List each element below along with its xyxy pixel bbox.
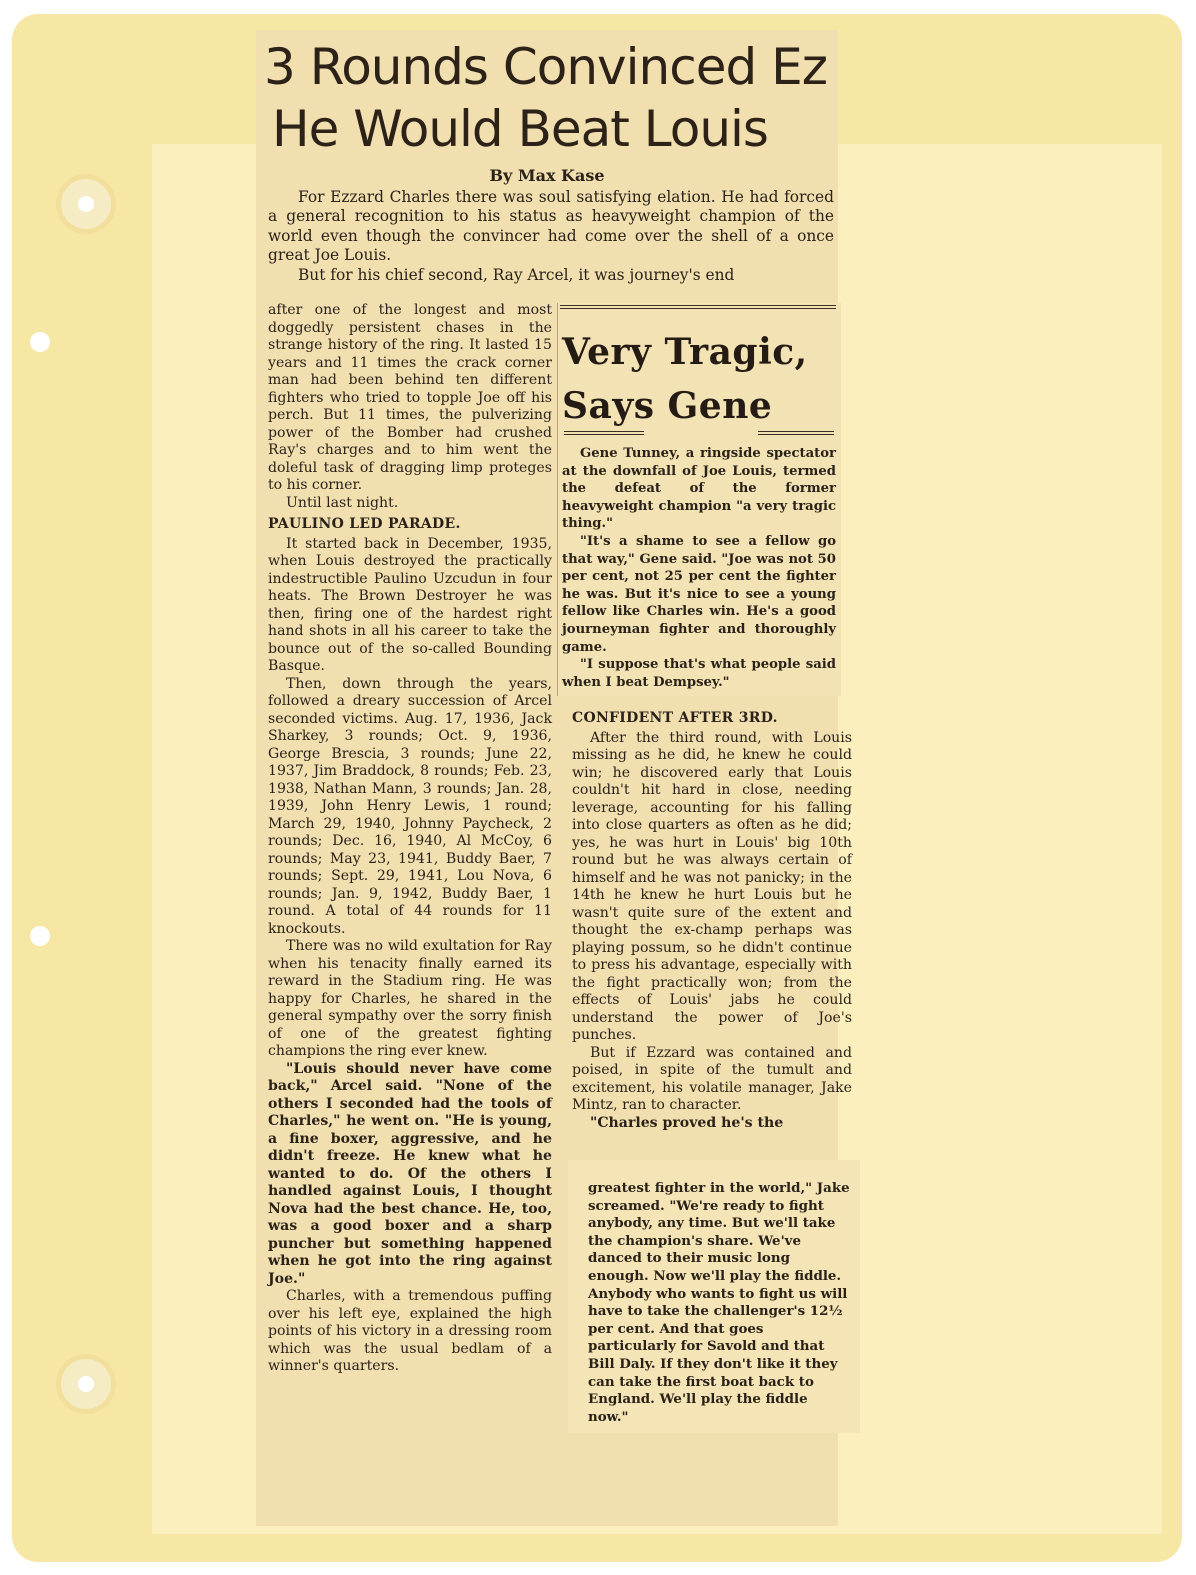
sidebar-clipping — [557, 303, 841, 696]
sidebar-text — [562, 445, 836, 691]
lead-paragraphs — [268, 188, 834, 285]
subhead-paulino: PAULINO LED PARADE. — [268, 516, 461, 532]
right-paragraph-2: But if Ezzard was contained and poised, in spite of the tumult and excitement, his volatile manager, Jake Mintz, ran to character. — [572, 1044, 852, 1113]
left-paragraph-6-quote: "Louis should never have come back," Arcel said. "None of the others I seconded had the tools of Charles," he went on. "He is young, a fine boxer, aggressive, and he didn't freeze. He knew what he wanted to do. Of the others I handled against Louis, I thought Nova had the best chance. He, too, was a good boxer and a sharp puncher but something happened when he got into the ring against Joe." — [268, 1060, 552, 1287]
left-paragraph-4: Then, down through the years, followed a dreary succession of Arcel seconded victims. Aug. 17, 1936, Jack Sharkey, 3 rounds; Oct. 9, 1936, George Brescia, 3 rounds; June 22, 1937, Jim Braddock, 8 rounds; Feb. 23, 1938, Nathan Mann, 3 rounds; Jan. 28, 1939, John Henry Lewis, 1 round; March 29, 1940, Johnny Paycheck, 2 rounds; Dec. 16, 1940, Al McCoy, 6 rounds; May 23, 1941, Buddy Baer, 7 rounds; Sept. 29, 1941, Lou Nova, 6 rounds; Jan. 9, 1942, Buddy Baer, 1 round. A total of 44 rounds for 11 knockouts. — [268, 675, 552, 937]
sidebar-paragraph-1: Gene Tunney, a ringside spectator at the downfall of Joe Louis, termed the defeat of the former heavyweight champion "a very tragic thing." — [562, 446, 836, 532]
continuation-text — [588, 1180, 852, 1426]
right-column — [572, 706, 852, 1132]
left-paragraph-7: Charles, with a tremendous puffing over his left eye, explained the high points of his victory in a dressing room which was the usual bedlam of a winner's quarters. — [268, 1288, 552, 1374]
sidebar-rule-left — [564, 431, 644, 435]
lead-paragraph-2: But for his chief second, Ray Arcel, it was journey's end — [298, 265, 735, 284]
byline: By Max Kase — [489, 166, 605, 185]
right-paragraph-3: "Charles proved he's the — [590, 1114, 784, 1131]
left-column — [268, 302, 552, 1376]
binder-hole-top — [56, 174, 116, 234]
sidebar-top-rule — [560, 305, 836, 309]
continuation-clipping — [568, 1160, 860, 1433]
binder-hole-small-1 — [30, 332, 50, 352]
headline-line-1: 3 Rounds Convinced Ez — [264, 38, 827, 96]
sidebar-title: Very Tragic, Says Gene — [562, 331, 808, 427]
left-paragraph-1: after one of the longest and most doggedly persistent chases in the strange history of the ring. It lasted 15 years and 11 times the crack corner man had been behind ten different fighters who tried to topple Joe off his perch. But 11 times, the pulverizing power of the Bomber had crushed Ray's charges and to him went the doleful task of dragging limp proteges to his corner. — [268, 302, 552, 493]
headline-line-2: He Would Beat Louis — [272, 100, 768, 158]
subhead-confident: CONFIDENT AFTER 3RD. — [572, 710, 778, 726]
continuation-paragraph: greatest fighter in the world," Jake screamed. "We're ready to fight anybody, any time. But we'll take the champion's share. We've danced to their music long enough. Now we'll play the fiddle. Anybody who wants to fight us will have to take the challenger's 12½ per cent. And that goes particularly for Savold and that Bill Daly. If they don't like it they can take the first boat back to England. We'll play the fiddle now." — [588, 1180, 850, 1425]
left-paragraph-2: Until last night. — [286, 494, 399, 511]
binder-hole-bottom — [56, 1354, 116, 1414]
left-paragraph-5: There was no wild exultation for Ray when his tenacity finally earned its reward in the Stadium ring. He was happy for Charles, he shared in the general sympathy over the sorry finish of one of the greatest fighting champions the ring ever knew. — [268, 938, 552, 1059]
left-paragraph-3: It started back in December, 1935, when Louis destroyed the practically indestructible Paulino Uzcudun in four heats. The Brown Destroyer he was then, firing one of the hardest right hand shots in all his career to take the bounce out of the so-called Bounding Basque. — [268, 535, 552, 674]
sidebar-rule-right — [758, 431, 834, 435]
right-paragraph-1: After the third round, with Louis missing as he did, he knew he could win; he discovered early that Louis couldn't hit hard in close, needing leverage, accounting for his falling into close quarters as often as he did; yes, he was hurt in Louis' big 10th round but he was always certain of himself and he was not panicky; in the 14th he knew he hurt Louis but he wasn't quite sure of the extent and thought the ex-champ perhaps was playing possum, so he didn't continue to press his advantage, especially with the fight practically won; from the effects of Louis' jabs he could understand the power of Joe's punches. — [572, 729, 852, 1043]
sidebar-paragraph-3: "I suppose that's what people said when I beat Dempsey." — [562, 657, 836, 690]
lead-paragraph-1: For Ezzard Charles there was soul satisfying elation. He had forced a general recognition to his status as heavyweight champion of the world even though the convincer had come over the shell of a once great Joe Louis. — [268, 188, 834, 265]
binder-hole-small-2 — [30, 926, 50, 946]
sidebar-paragraph-2: "It's a shame to see a fellow go that way," Gene said. "Joe was not 50 per cent, not 25 per cent the fighter he was. But it's nice to see a young fellow like Charles win. He's a good journeyman fighter and thoroughly game. — [562, 533, 836, 655]
